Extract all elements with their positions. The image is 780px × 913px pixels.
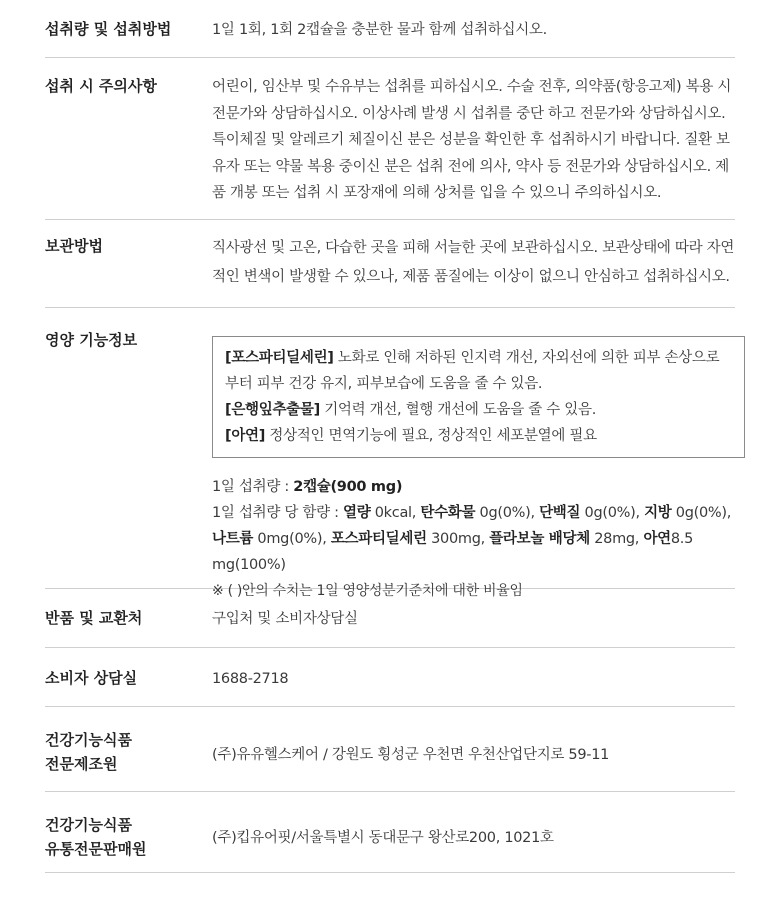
row-label: 영양 기능정보	[45, 331, 138, 349]
function-line	[225, 423, 732, 449]
per-serving-label: 1일 섭취량 당 함량 :	[212, 505, 344, 521]
row-precautions	[45, 58, 735, 220]
functional-info-box	[212, 336, 745, 458]
function-line	[225, 345, 732, 397]
function-text: 정상적인 면역기능에 필요, 정상적인 세포분열에 필요	[265, 428, 597, 444]
nutrient-value: 8.5 mg(100%)	[212, 531, 694, 573]
row-storage	[45, 220, 735, 308]
row-intake-method	[45, 0, 735, 58]
row-label: 건강기능식품 유통전문판매원	[45, 816, 147, 858]
product-info-table	[45, 0, 735, 873]
row-label: 섭취 시 주의사항	[45, 77, 157, 95]
row-value: (주)유유헬스케어 / 강원도 횡성군 우천면 우천산업단지로 59-11	[212, 747, 610, 763]
row-label: 건강기능식품 전문제조원	[45, 731, 132, 773]
row-value: (주)킵유어핏/서울특별시 동대문구 왕산로200, 1021호	[212, 830, 554, 846]
row-distributor	[45, 792, 735, 873]
nutrient-value: 0kcal,	[370, 505, 421, 521]
nutrient-value: 0g(0%),	[475, 505, 540, 521]
row-label: 섭취량 및 섭취방법	[45, 20, 172, 38]
function-name: [은행잎추출물]	[225, 402, 320, 418]
row-label: 보관방법	[45, 237, 103, 255]
row-value: 어린이, 임산부 및 수유부는 섭취를 피하십시오. 수술 전후, 의약품(항응고제) 복용 시 전문가와 상담하십시오. 이상사례 발생 시 섭취를 중단 하고 전문가와 상담하십시오. 특이체질 및 알레르기 체질이신 분은 성분을 확인한 후 섭취하시기 바랍니다. 질환 보유자 또는 약물 복용 중이신 분은 섭취 전에 의사, 약사 등 전문가와 상담하십시오. 제품 개봉 또는 섭취 시 포장재에 의해 상처를 입을 수 있으니 주의하십시오.	[212, 79, 732, 201]
row-value: 1688-2718	[212, 671, 289, 687]
nutrient-value: 28mg,	[589, 531, 644, 547]
function-name: [아연]	[225, 428, 266, 444]
daily-amount	[212, 474, 745, 500]
nutrient-value: 0g(0%),	[580, 505, 645, 521]
nutrient-value: 0mg(0%),	[253, 531, 331, 547]
function-text: 노화로 인해 저하된 인지력 개선, 자외선에 의한 피부 손상으로부터 피부 건강 유지, 피부보습에 도움을 줄 수 있음.	[225, 350, 720, 392]
row-manufacturer	[45, 707, 735, 792]
nutrient-name: 단백질	[539, 505, 581, 521]
nutrition-facts	[212, 474, 745, 604]
nutrient-name: 아연	[643, 531, 671, 547]
row-label: 반품 및 교환처	[45, 609, 143, 627]
row-value: 직사광선 및 고온, 다습한 곳을 피해 서늘한 곳에 보관하십시오. 보관상태에 따라 자연적인 변색이 발생할 수 있으나, 제품 품질에는 이상이 없으니 안심하고 섭취하십시오.	[212, 240, 735, 285]
row-value: 1일 1회, 1회 2캡슐을 충분한 물과 함께 섭취하십시오.	[212, 22, 547, 38]
nutrient-name: 탄수화물	[420, 505, 476, 521]
row-value: 구입처 및 소비자상담실	[212, 611, 358, 627]
nutrient-name: 지방	[644, 505, 672, 521]
function-text: 기억력 개선, 혈행 개선에 도움을 줄 수 있음.	[319, 402, 597, 418]
nutrient-value: 0g(0%),	[671, 505, 732, 521]
row-label: 소비자 상담실	[45, 669, 138, 687]
nutrient-value: 300mg,	[426, 531, 490, 547]
function-line	[225, 397, 732, 423]
row-consumer-center	[45, 648, 735, 707]
nutrient-name: 플라보놀 배당체	[489, 531, 590, 547]
function-name: [포스파티딜세린]	[225, 350, 334, 366]
nutrient-name: 나트륨	[212, 531, 254, 547]
daily-amount-value: 2캡슐(900 mg)	[293, 479, 403, 495]
nutrient-name: 열량	[343, 505, 371, 521]
nutrition-note: ※ ( )안의 수치는 1일 영양성분기준치에 대한 비율임	[212, 583, 523, 599]
nutrient-name: 포스파티딜세린	[330, 531, 427, 547]
row-value	[212, 328, 745, 599]
row-nutrition	[45, 308, 735, 599]
per-serving	[212, 500, 745, 578]
daily-amount-label: 1일 섭취량 :	[212, 479, 294, 495]
